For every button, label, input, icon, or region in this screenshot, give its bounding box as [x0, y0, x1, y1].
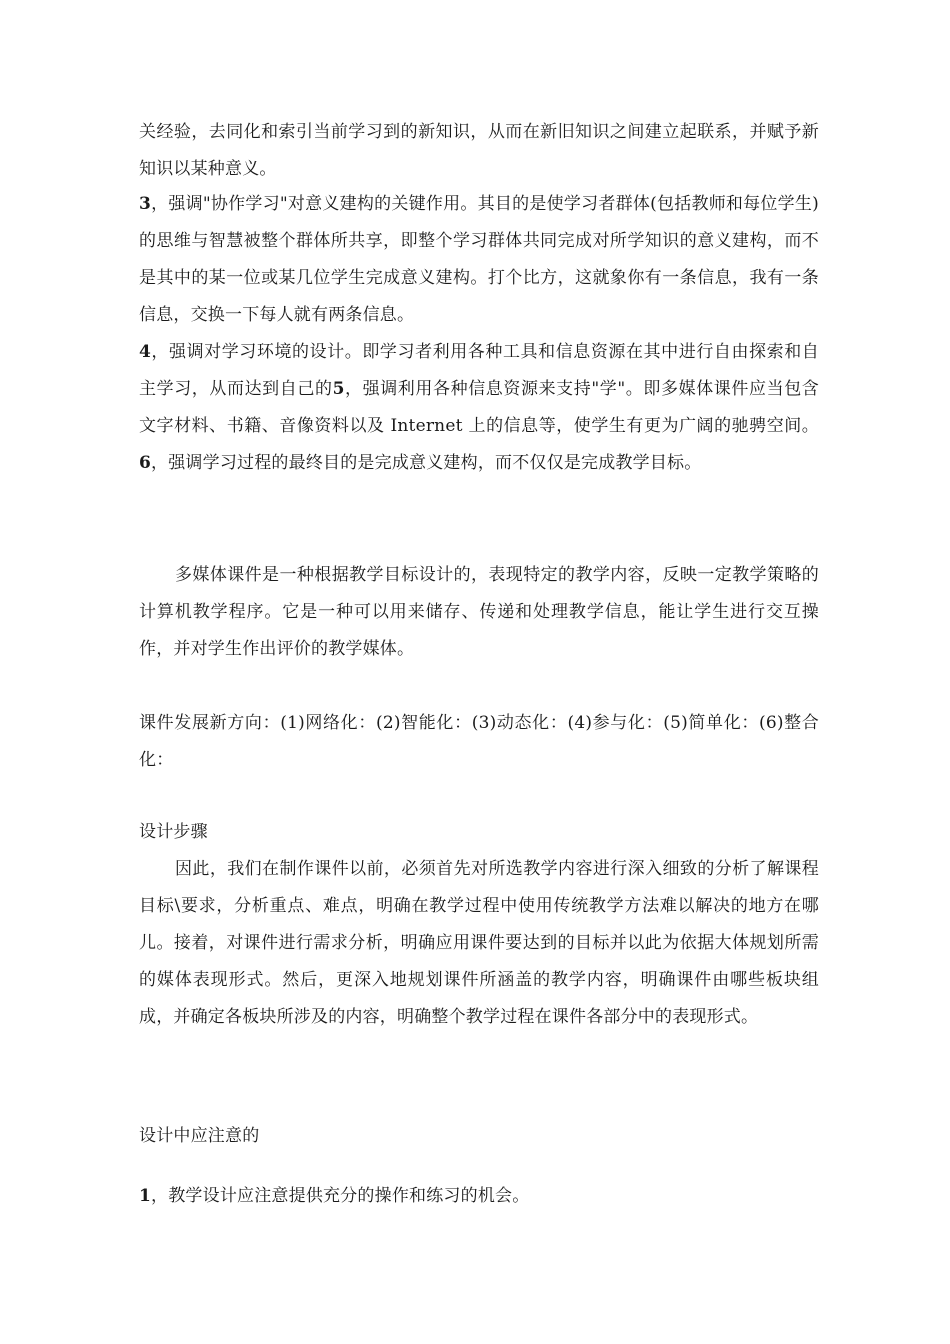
paragraph-new-directions	[139, 705, 819, 779]
paragraph-point-3	[139, 186, 819, 334]
paragraph-text: 多媒体课件是一种根据教学目标设计的，表现特定的教学内容，反映一定教学策略的计算机教学程序。它是一种可以用来储存、传递和处理教学信息，能让学生进行交互操作，并对学生作出评价的教学媒体。	[139, 565, 819, 659]
paragraph-point-1	[139, 1178, 819, 1215]
heading-text: 设计步骤	[139, 822, 208, 842]
paragraph-text: 课件发展新方向：(1)网络化：(2)智能化：(3)动态化：(4)参与化：(5)简单化：(6)整合化：	[139, 713, 819, 770]
heading-design-notes	[139, 1118, 819, 1155]
paragraph-text: ，强调利用各种信息资源来支持"学"。即多媒体课件应当包含文字材料、书籍、音像资料以及 Internet 上的信息等，使学生有更为广阔的驰骋空间。	[139, 379, 819, 436]
list-number: 4	[139, 342, 152, 362]
list-number: 3	[139, 194, 152, 214]
list-number: 5	[332, 379, 345, 399]
paragraph-design-steps	[139, 851, 819, 1036]
paragraph-point-4-5-6	[139, 334, 819, 482]
paragraph-text: ，教学设计应注意提供充分的操作和练习的机会。	[151, 1186, 530, 1206]
list-number: 1	[139, 1186, 152, 1206]
paragraph-knowledge-connection	[139, 114, 819, 188]
paragraph-text: 因此，我们在制作课件以前，必须首先对所选教学内容进行深入细致的分析了解课程目标\要求，分析重点、难点，明确在教学过程中使用传统教学方法难以解决的地方在哪儿。接着，对课件进行需求分析，明确应用课件要达到的目标并以此为依据大体规划所需的媒体表现形式。然后，更深入地规划课件所涵盖的教学内容，明确课件由哪些板块组成，并确定各板块所涉及的内容，明确整个教学过程在课件各部分中的表现形式。	[139, 859, 819, 1027]
paragraph-text: ，强调对学习环境的设计。即学习者利用各种工具和信息资源在其中进行自由探索和自主学习，从而达到自己的	[139, 342, 819, 399]
paragraph-text: ，强调"协作学习"对意义建构的关键作用。其目的是使学习者群体(包括教师和每位学生)的思维与智慧被整个群体所共享，即整个学习群体共同完成对所学知识的意义建构，而不是其中的某一位或某几位学生完成意义建构。打个比方，这就象你有一条信息，我有一条信息，交换一下每人就有两条信息。	[139, 194, 819, 325]
heading-text: 设计中应注意的	[139, 1126, 260, 1146]
paragraph-text: ，强调学习过程的最终目的是完成意义建构，而不仅仅是完成教学目标。	[151, 453, 702, 473]
list-number: 6	[139, 453, 152, 473]
paragraph-text: 关经验，去同化和索引当前学习到的新知识，从而在新旧知识之间建立起联系，并赋予新知识以某种意义。	[139, 122, 819, 179]
paragraph-courseware-definition	[139, 557, 819, 668]
heading-design-steps	[139, 814, 819, 851]
